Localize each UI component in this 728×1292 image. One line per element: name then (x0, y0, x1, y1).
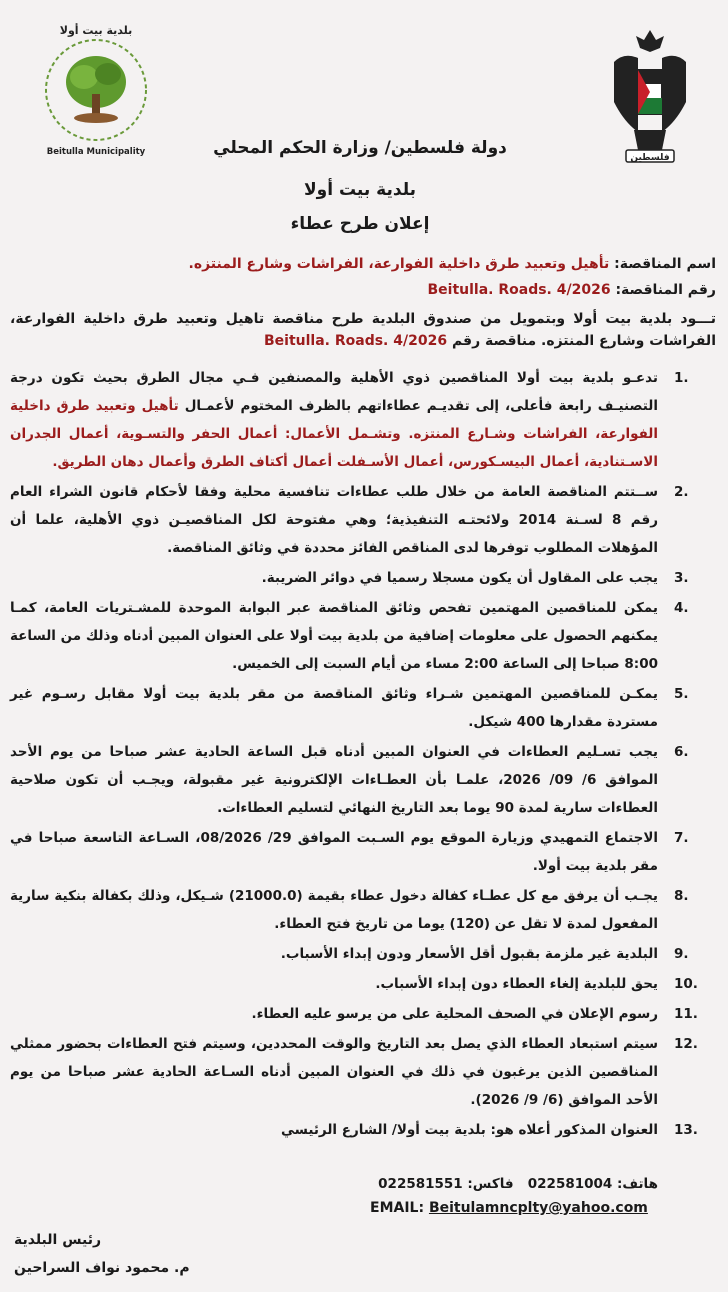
phone-number: 022581004 (527, 1176, 613, 1192)
tender-number-line (428, 282, 717, 298)
list-item: 3. يجب على المقاول أن يكون مسجلا رسميا في دوائر الضريبة. (261, 570, 689, 586)
intro-text: تـــود بلدية بيت أولا وبتمويل من صندوق البلدية طرح مناقصة تاهيل وتعبيد طرق داخلية الفوارعة، الفراشات وشارع المنتزه. مناقصة رقم (10, 311, 716, 349)
tender-name-value: تأهيل وتعبيد طرق داخلية الفوارعة، الفراشات وشارع المنتزه. (188, 256, 610, 272)
email-line (370, 1200, 648, 1216)
list-item: 5. يمكـن للمناقصين المهتمين شـراء وثائق المناقصة من مقر بلدية بيت أولا مقابل رسـوم غير مستردة مقدارها 400 شيكل. (10, 686, 689, 730)
palestine-emblem (604, 22, 696, 164)
announcement-title: إعلان طرح عطاء (290, 214, 430, 234)
signature-name: م. محمود نواف السراحين (14, 1260, 190, 1276)
tender-name-label: اسم المناقصة: (614, 256, 716, 272)
fax-label: فاكس: (467, 1176, 514, 1192)
email-label: EMAIL: (370, 1200, 425, 1216)
tender-number-label: رقم المناقصة: (615, 282, 716, 298)
svg-text:Beitulla Municipality: Beitulla Municipality (46, 147, 146, 157)
list-item: 10. يحق للبلدية إلغاء العطاء دون إبداء الأسباب. (375, 976, 698, 992)
email-link[interactable]: Beitulamncplty@yahoo.com (428, 1200, 648, 1216)
list-item: 9. البلدية غير ملزمة بقبول أقل الأسعار ودون إبداء الأسباب. (280, 946, 689, 962)
phone-label: هاتف: (617, 1176, 658, 1192)
intro-paragraph (10, 308, 716, 352)
list-item: 11. رسوم الإعلان في الصحف المحلية على من يرسو عليه العطاء. (251, 1006, 698, 1022)
list-item: 12. سيتم استبعاد العطاء الذي يصل بعد التاريخ والوقت المحددين، وسيتم فتح العطاءات بحضور ممثلي المناقصين الذين يرغبون في ذلك في العنوان المبين أدناه السـاعة الحادية عشر صباحا من يوم الأحد الموافق (6/ 9/ 2026). (10, 1036, 698, 1108)
phone-fax-line (378, 1176, 658, 1192)
list-item: 6. يجب تسـليم العطاءات في العنوان المبين أدناه قبل الساعة الحادية عشر صباحا من يوم الأحد الموافق 6/ 09/ 2026، علمـا بأن العطـاءات الإلكترونية غير مقبولة، ويجـب أن تكون صلاحية العطاءات سارية لمدة 90 يوما بعد التاريخ النهائي لتسليم العطاءات. (10, 744, 689, 816)
intro-ref: Beitulla. Roads. 4/2026 (264, 333, 448, 349)
list-item: 13. العنوان المذكور أعلاه هو: بلدية بيت أولا/ الشارع الرئيسي (280, 1122, 698, 1138)
list-item: 2. ســتتم المناقصة العامة من خلال طلب عطاءات تنافسية محلية وفقا لأحكام قانون الشراء العام رقم 8 لسـنة 2014 ولائحتـه التنفيذية؛ وهي مفتوحة لكل المناقصيـن ذوي الأهلية، علما أن المؤهلات المطلوب توفرها لدى المناقص الفائز محددة في وثائق المناقصة. (10, 484, 689, 556)
signature-title: رئيس البلدية (14, 1232, 102, 1248)
municipality-logo (34, 22, 158, 160)
list-item: 4. يمكن للمناقصين المهتمين تفحص وثائق المناقصة عبر البوابة الموحدة للمشـتريات العامة، كمـا يمكنهم الحصول على معلومات إضافية من بلدية بيت أولا على العنوان المبين أدناه وذلك من الساعة 8:00 صباحا إلى الساعة 2:00 مساء من أيام السبت إلى الخميس. (10, 600, 689, 672)
svg-text:فلسطين: فلسطين (630, 153, 670, 163)
municipality-heading: بلدية بيت أولا (303, 180, 417, 200)
svg-text:بلدية بيت أولا: بلدية بيت أولا (59, 24, 133, 37)
list-item: 1. تدعـو بلدية بيت أولا المناقصين ذوي الأهلية والمصنفين فـي مجال الطرق بحيث تكون درجة التصنيـف رابعة فأعلى، إلى تقديـم عطاءاتهم بالظرف المختوم لأعمـال تأهيل وتعبيد طرق داخلية الفوارعة، الفراشات وشـارع المنتزه. وتشـمل الأعمال: أعمال الحفر والتسـوية، أعمال الجدران الاسـتنادية، أعمال البيسـكورس، أعمال الأسـفلت أعمال أكتاف الطرق وأعمال دهان الطريق. (10, 370, 689, 470)
fax-number: 022581551 (378, 1176, 463, 1192)
tender-number-value: Beitulla. Roads. 4/2026 (427, 282, 611, 298)
list-item: 7. الاجتماع التمهيدي وزيارة الموقع يوم السـبت الموافق 29/ 08/2026، السـاعة التاسعة صباحا في مقر بلدية بيت أولا. (10, 830, 689, 874)
conditions-list (10, 364, 716, 1146)
ministry-heading: دولة فلسطين/ وزارة الحكم المحلي (213, 138, 507, 158)
list-item: 8. يجـب أن يرفق مع كل عطـاء كفالة دخول عطاء بقيمة (21000.0) شـيكل، وذلك بكفالة بنكية سارية المفعول لمدة لا تقل عن (120) يوما من تاريخ فتح العطاء. (10, 888, 689, 932)
tender-name-line (189, 256, 716, 272)
